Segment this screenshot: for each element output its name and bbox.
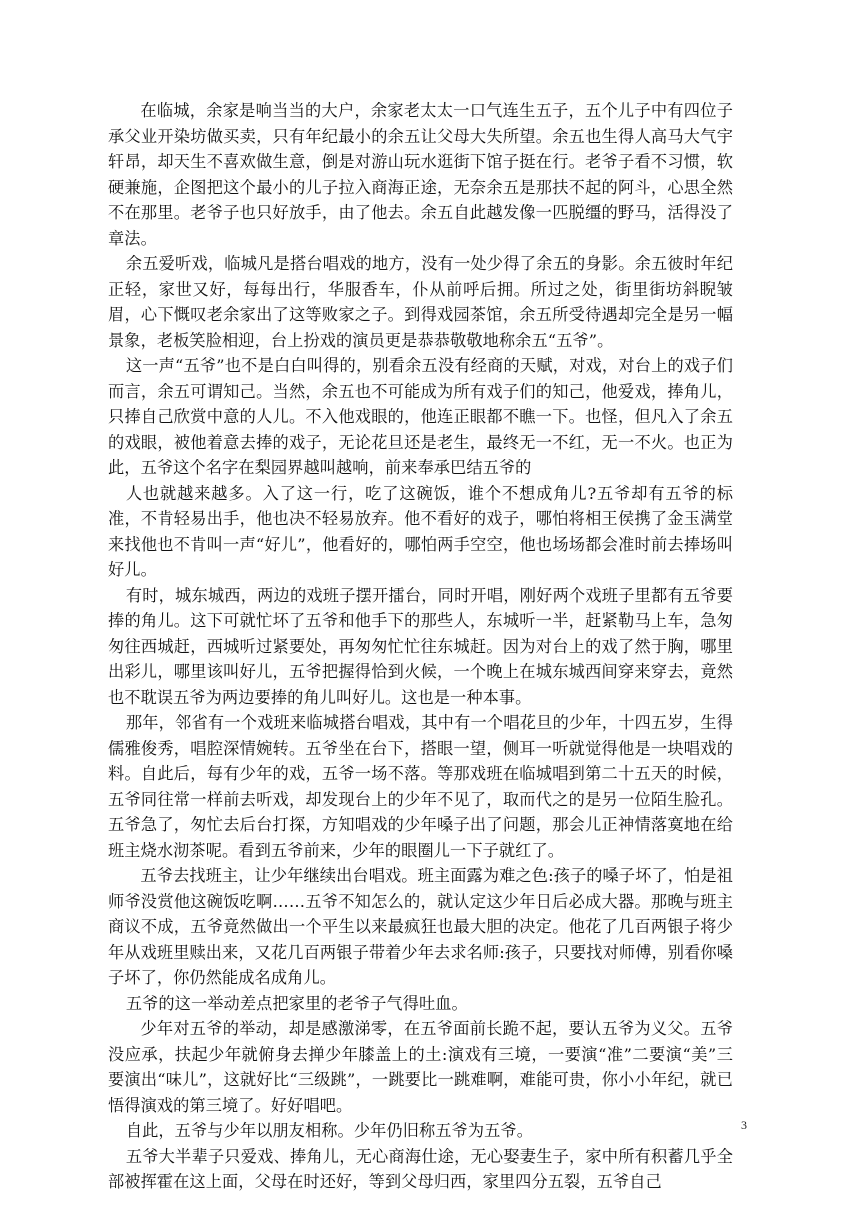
paragraph: 人也就越来越多。入了这一行，吃了这碗饭，谁个不想成角儿?五爷却有五爷的标准，不肯轻易出手，他也决不轻易放弃。他不看好的戏子，哪怕将相王侯携了金玉满堂来找他也不肯叫一声“好儿”，他看好的，哪怕两手空空，他也场场都会准时前去捧场叫好儿。 <box>108 483 733 579</box>
body-text <box>108 98 733 1195</box>
paragraph: 在临城，余家是响当当的大户，余家老太太一口气连生五子，五个儿子中有四位子承父业开染坊做买卖，只有年纪最小的余五让父母大失所望。余五也生得人高马大气宇轩昂，却天生不喜欢做生意，倒是对游山玩水逛街下馆子挺在行。老爷子看不习惯，软硬兼施，企图把这个最小的儿子拉入商海正途，无奈余五是那扶不起的阿斗，心思全然不在那里。老爷子也只好放手，由了他去。余五自此越发像一匹脱缰的野马，活得没了章法。 <box>108 101 733 248</box>
paragraph: 五爷大半辈子只爱戏、捧角儿，无心商海仕途，无心娶妻生子，家中所有积蓄几乎全部被挥霍在这上面，父母在时还好，等到父母归西，家里四分五裂，五爷自己 <box>108 1146 733 1191</box>
paragraph: 五爷的这一举动差点把家里的老爷子气得吐血。 <box>125 993 468 1013</box>
paragraph: 少年对五爷的举动，却是感激涕零，在五爷面前长跪不起，要认五爷为义父。五爷没应承，扶起少年就俯身去掸少年膝盖上的土:演戏有三境，一要演“准”二要演“美”三要演出“味儿”，这就好比“三级跳”，一跳要比一跳难啊，难能可贵，你小小年纪，就已悟得演戏的第三境了。好好唱吧。 <box>108 1019 733 1115</box>
paragraph: 那年，邻省有一个戏班来临城搭台唱戏，其中有一个唱花旦的少年，十四五岁，生得儒雅俊秀，唱腔深情婉转。五爷坐在台下，搭眼一望，侧耳一听就觉得他是一块唱戏的料。自此后，每有少年的戏，五爷一场不落。等那戏班在临城唱到第二十五天的时候，五爷同往常一样前去听戏，却发现台上的少年不见了，取而代之的是另一位陌生脸孔。五爷急了，匆忙去后台打探，方知唱戏的少年嗓子出了问题，那会儿正神情落寞地在给班主烧水沏茶呢。看到五爷前来，少年的眼圈儿一下子就红了。 <box>108 713 733 860</box>
paragraph: 自此，五爷与少年以朋友相称。少年仍旧称五爷为五爷。 <box>125 1121 533 1140</box>
paragraph: 这一声“五爷”也不是白白叫得的，别看余五没有经商的天赋，对戏，对台上的戏子们而言，余五可谓知己。当然，余五也不可能成为所有戏子们的知己，他爱戏，捧角儿，只捧自己欣赏中意的人儿。不入他戏眼的，他连正眼都不瞧一下。也怪，但凡入了余五的戏眼，被他着意去捧的戏子，无论花旦还是老生，最终无一不红，无一不火。也正为此，五爷这个名字在梨园界越叫越响，前来奉承巴结五爷的 <box>108 356 733 477</box>
paragraph: 余五爱听戏，临城凡是搭台唱戏的地方，没有一处少得了余五的身影。余五彼时年纪正轻，家世又好，每每出行，华服香车，仆从前呼后拥。所过之处，街里街坊斜睨皱眉，心下慨叹老余家出了这等败家之子。到得戏园茶馆，余五所受待遇却完全是另一幅景象，老板笑脸相迎，台上扮戏的演员更是恭恭敬敬地称余五“五爷”。 <box>108 254 733 350</box>
page-number: 3 <box>741 1118 747 1132</box>
paragraph: 有时，城东城西，两边的戏班子摆开擂台，同时开唱，刚好两个戏班子里都有五爷要捧的角儿。这下可就忙坏了五爷和他手下的那些人，东城听一半，赶紧勒马上车，急匆匆往西城赶，西城听过紧要处，再匆匆忙忙往东城赶。因为对台上的戏了然于胸，哪里出彩儿，哪里该叫好儿，五爷把握得恰到火候，一个晚上在城东城西间穿来穿去，竟然也不耽误五爷为两边要捧的角儿叫好儿。这也是一种本事。 <box>108 585 733 707</box>
paragraph: 五爷去找班主，让少年继续出台唱戏。班主面露为难之色:孩子的嗓子坏了，怕是祖师爷没赏他这碗饭吃啊……五爷不知怎么的，就认定这少年日后必成大器。那晚与班主商议不成，五爷竟然做出一个平生以来最疯狂也最大胆的决定。他花了几百两银子将少年从戏班里赎出来，又花几百两银子带着少年去求名师:孩子，只要找对师傅，别看你嗓子坏了，你仍然能成名成角儿。 <box>108 866 733 987</box>
